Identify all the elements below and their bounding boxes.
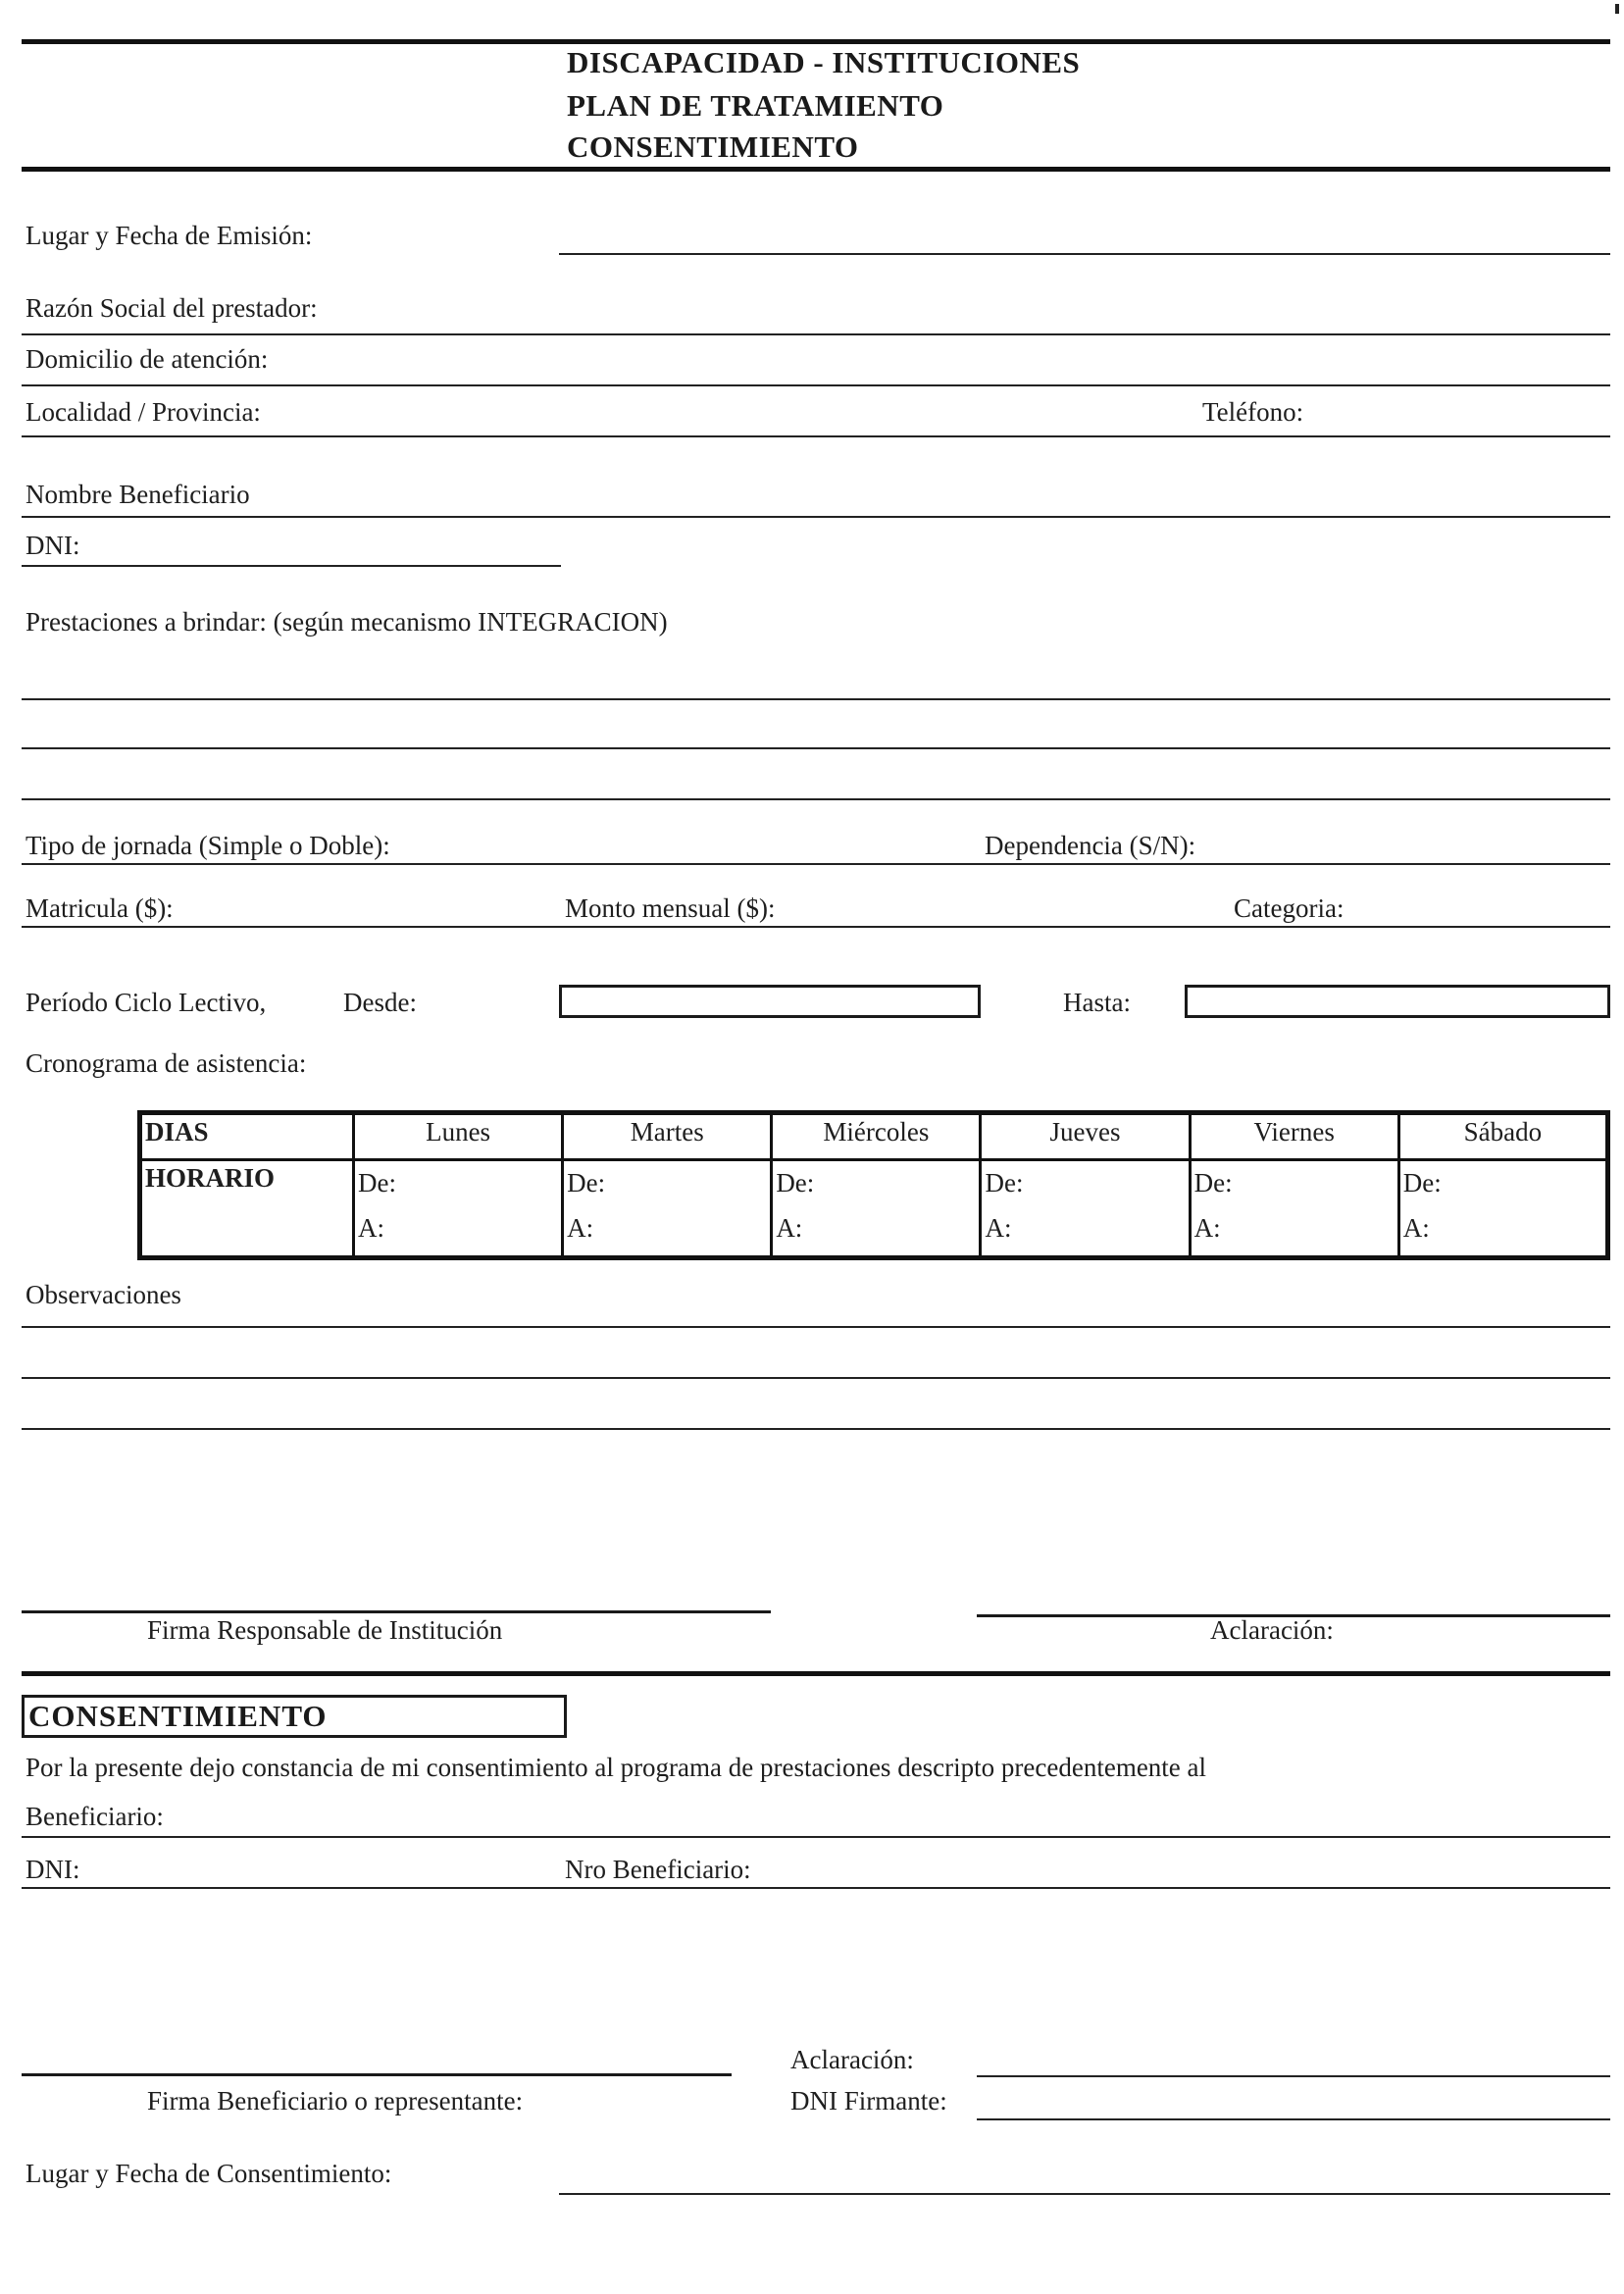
firma-institucion-label: Firma Responsable de Institución bbox=[147, 1615, 503, 1645]
observaciones-label: Observaciones bbox=[25, 1280, 181, 1309]
domicilio-line[interactable] bbox=[22, 384, 1610, 386]
localidad-label: Localidad / Provincia: bbox=[25, 397, 261, 427]
nombre-beneficiario-label: Nombre Beneficiario bbox=[25, 480, 250, 509]
beneficiario-line[interactable] bbox=[22, 1836, 1610, 1838]
periodo-label: Período Ciclo Lectivo, bbox=[25, 988, 267, 1017]
domicilio-label: Domicilio de atención: bbox=[25, 344, 269, 374]
a-label: A: bbox=[567, 1213, 594, 1243]
monto-mensual-label: Monto mensual ($): bbox=[565, 893, 776, 923]
dni-line[interactable] bbox=[22, 565, 561, 567]
consent-dni-line[interactable] bbox=[22, 1887, 1610, 1889]
de-label: De: bbox=[1193, 1168, 1233, 1198]
nombre-beneficiario-line[interactable] bbox=[22, 516, 1610, 518]
horario-header: HORARIO bbox=[140, 1160, 354, 1258]
horario-cell-sabado[interactable] bbox=[1398, 1160, 1607, 1258]
lugar-fecha-emision-label: Lugar y Fecha de Emisión: bbox=[25, 221, 313, 250]
de-label: De: bbox=[1402, 1168, 1442, 1198]
firma-institucion-line[interactable] bbox=[22, 1610, 771, 1613]
cronograma-label: Cronograma de asistencia: bbox=[25, 1048, 307, 1078]
schedule-table bbox=[137, 1110, 1610, 1260]
dni-firmante-label: DNI Firmante: bbox=[790, 2086, 947, 2116]
consent-aclaracion-line[interactable] bbox=[977, 2075, 1610, 2077]
horario-cell-lunes[interactable] bbox=[354, 1160, 563, 1258]
prestaciones-label: Prestaciones a brindar: (según mecanismo INTEGRACION) bbox=[25, 607, 668, 637]
razon-social-line[interactable] bbox=[22, 333, 1610, 335]
desde-field[interactable] bbox=[559, 985, 981, 1018]
hasta-field[interactable] bbox=[1185, 985, 1610, 1018]
dependencia-label: Dependencia (S/N): bbox=[985, 831, 1196, 860]
localidad-line[interactable] bbox=[22, 435, 1610, 437]
razon-social-label: Razón Social del prestador: bbox=[25, 293, 318, 323]
a-label: A: bbox=[358, 1213, 384, 1243]
horario-cell-miercoles[interactable] bbox=[772, 1160, 981, 1258]
day-header-lunes: Lunes bbox=[354, 1113, 563, 1160]
lugar-fecha-consentimiento-label: Lugar y Fecha de Consentimiento: bbox=[25, 2159, 392, 2188]
dias-header: DIAS bbox=[140, 1113, 354, 1160]
beneficiario-label: Beneficiario: bbox=[25, 1802, 164, 1831]
a-label: A: bbox=[776, 1213, 803, 1243]
hasta-label: Hasta: bbox=[1063, 988, 1131, 1017]
schedule-horario-row bbox=[140, 1160, 1608, 1258]
prestaciones-line-2[interactable] bbox=[22, 747, 1610, 749]
form-title-line1: DISCAPACIDAD - INSTITUCIONES bbox=[567, 45, 1081, 79]
horario-cell-martes[interactable] bbox=[563, 1160, 772, 1258]
de-label: De: bbox=[776, 1168, 815, 1198]
firma-beneficiario-label: Firma Beneficiario o representante: bbox=[147, 2086, 524, 2116]
consent-aclaracion-label: Aclaración: bbox=[790, 2045, 914, 2074]
prestaciones-line-1[interactable] bbox=[22, 698, 1610, 700]
consentimiento-heading: CONSENTIMIENTO bbox=[22, 1695, 567, 1738]
aclaracion-institucion-label: Aclaración: bbox=[1210, 1615, 1334, 1645]
consent-dni-label: DNI: bbox=[25, 1855, 80, 1884]
horario-cell-jueves[interactable] bbox=[981, 1160, 1190, 1258]
firma-beneficiario-line[interactable] bbox=[22, 2073, 732, 2076]
scan-mark bbox=[1615, 4, 1619, 14]
de-label: De: bbox=[358, 1168, 396, 1198]
desde-label: Desde: bbox=[343, 988, 417, 1017]
tipo-jornada-label: Tipo de jornada (Simple o Doble): bbox=[25, 831, 390, 860]
day-header-jueves: Jueves bbox=[981, 1113, 1190, 1160]
observaciones-line-2[interactable] bbox=[22, 1377, 1610, 1379]
consentimiento-text: Por la presente dejo constancia de mi consentimiento al programa de prestaciones descripto precedentemente al bbox=[25, 1753, 1207, 1782]
header-bottom-rule bbox=[22, 167, 1610, 172]
matricula-line[interactable] bbox=[22, 926, 1610, 928]
categoria-label: Categoria: bbox=[1234, 893, 1345, 923]
lugar-fecha-emision-line[interactable] bbox=[559, 253, 1610, 255]
schedule-header-row bbox=[140, 1113, 1608, 1160]
header-top-rule bbox=[22, 39, 1610, 44]
a-label: A: bbox=[985, 1213, 1012, 1243]
day-header-viernes: Viernes bbox=[1190, 1113, 1398, 1160]
form-title-line3: CONSENTIMIENTO bbox=[567, 129, 859, 164]
de-label: De: bbox=[985, 1168, 1024, 1198]
form-title-line2: PLAN DE TRATAMIENTO bbox=[567, 88, 944, 123]
day-header-martes: Martes bbox=[563, 1113, 772, 1160]
nro-beneficiario-label: Nro Beneficiario: bbox=[565, 1855, 751, 1884]
section-divider bbox=[22, 1671, 1610, 1676]
matricula-label: Matricula ($): bbox=[25, 893, 174, 923]
lugar-fecha-consentimiento-line[interactable] bbox=[559, 2193, 1610, 2195]
dni-firmante-line[interactable] bbox=[977, 2118, 1610, 2120]
dni-label: DNI: bbox=[25, 531, 80, 560]
prestaciones-line-3[interactable] bbox=[22, 798, 1610, 800]
day-header-miercoles: Miércoles bbox=[772, 1113, 981, 1160]
a-label: A: bbox=[1193, 1213, 1221, 1243]
de-label: De: bbox=[567, 1168, 606, 1198]
telefono-label: Teléfono: bbox=[1202, 397, 1304, 427]
horario-cell-viernes[interactable] bbox=[1190, 1160, 1398, 1258]
observaciones-line-3[interactable] bbox=[22, 1428, 1610, 1430]
tipo-jornada-line[interactable] bbox=[22, 863, 1610, 865]
day-header-sabado: Sábado bbox=[1398, 1113, 1607, 1160]
a-label: A: bbox=[1402, 1213, 1430, 1243]
observaciones-line-1[interactable] bbox=[22, 1326, 1610, 1328]
